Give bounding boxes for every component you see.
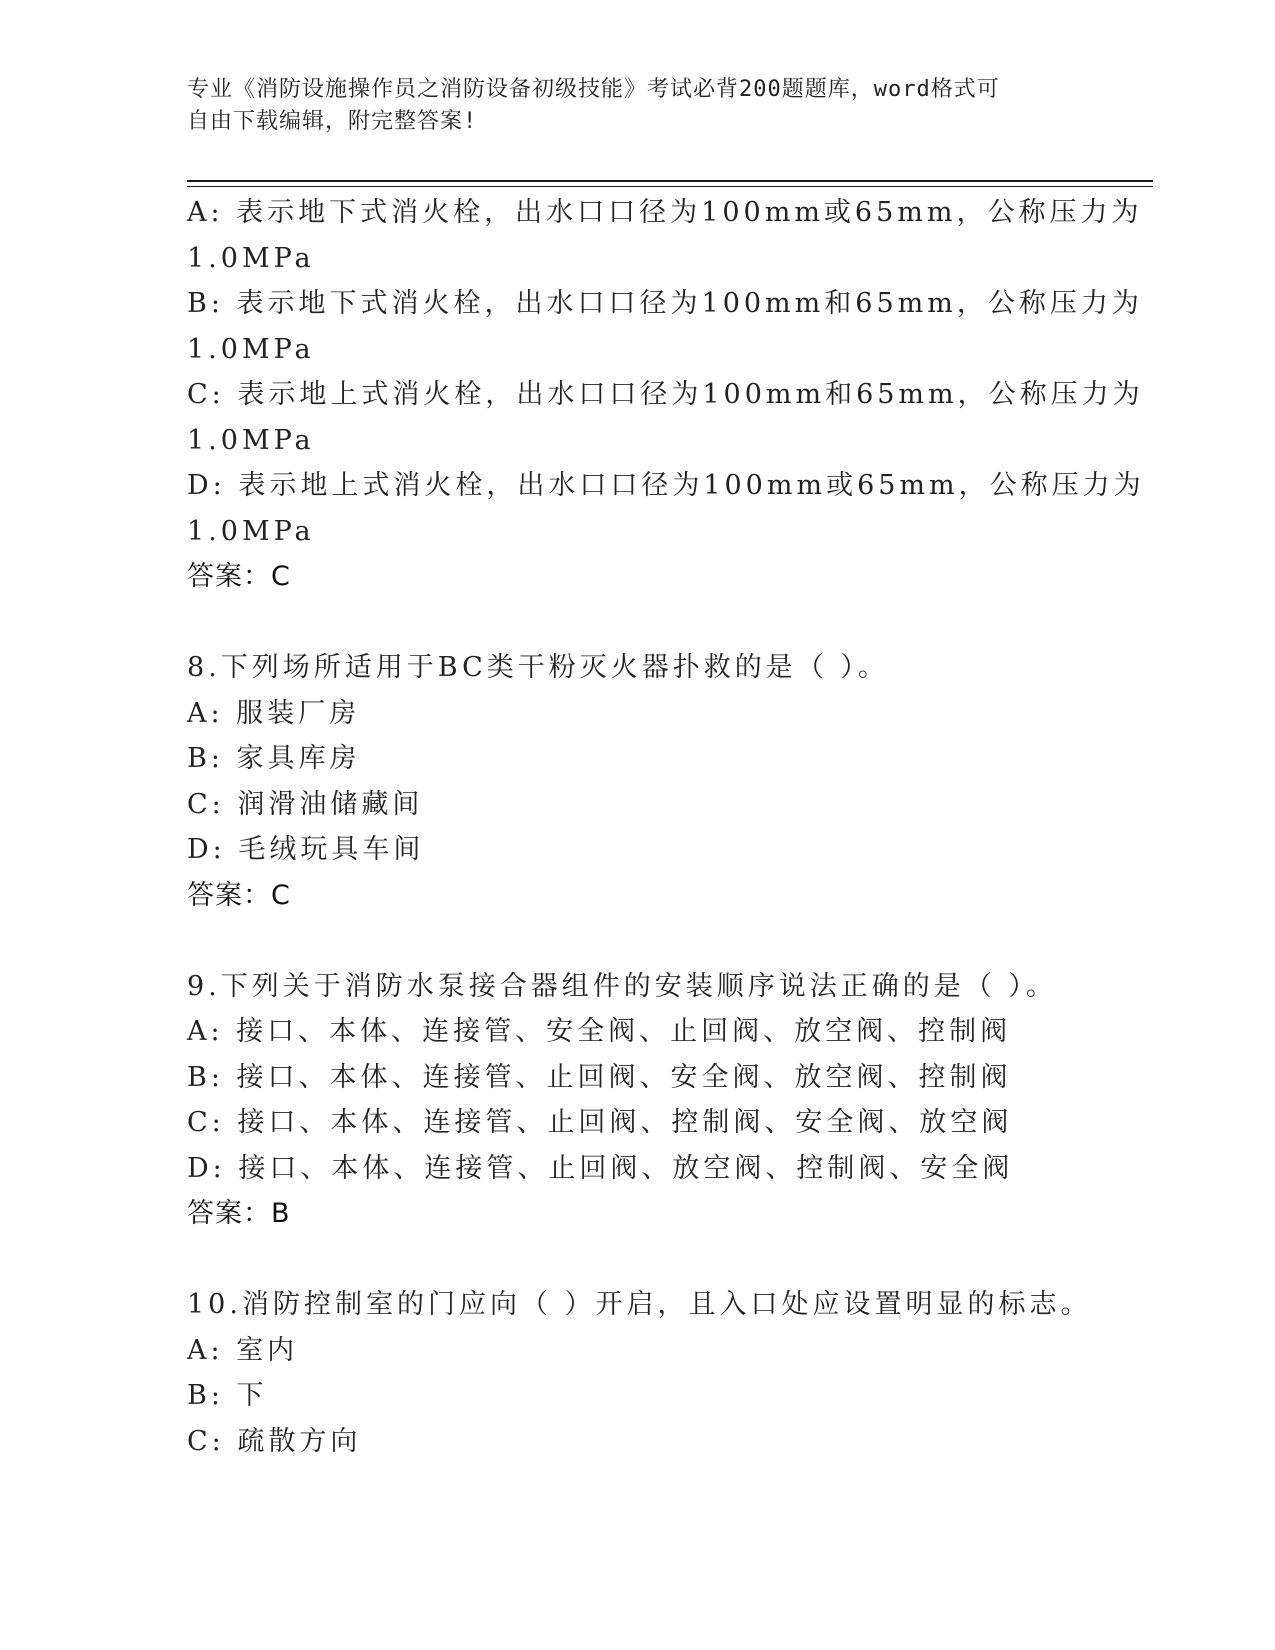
document-header [187, 74, 1067, 138]
option-line: 1.0MPa [187, 515, 315, 547]
option-b: B: 家具库房 [187, 743, 361, 774]
question-8 [187, 645, 1087, 918]
question-text: 8.下列场所适用于BC类干粉灭火器扑救的是（ ）。 [187, 652, 889, 683]
question-text: 9.下列关于消防水泵接合器组件的安装顺序说法正确的是（ ）。 [187, 970, 1057, 1002]
option-b: B: 下 [187, 1380, 268, 1411]
question-text: 10.消防控制室的门应向（ ）开启，且入口处应设置明显的标志。 [187, 1289, 1092, 1320]
option-line: B: 表示地下式消火栓，出水口口径为100mm和65mm，公称压力为 [187, 288, 1143, 319]
answer-q8: 答案：C [187, 879, 291, 911]
header-line-1: 专业《消防设施操作员之消防设备初级技能》考试必背200题题库，word格式可 [187, 77, 1000, 102]
option-d: D: 接口、本体、连接管、止回阀、放空阀、控制阀、安全阀 [187, 1152, 1014, 1184]
option-b: B: 接口、本体、连接管、止回阀、安全阀、放空阀、控制阀 [187, 1061, 1012, 1093]
header-divider-thin [187, 186, 1153, 187]
option-a: A: 室内 [187, 1334, 299, 1366]
option-c: C: 接口、本体、连接管、止回阀、控制阀、安全阀、放空阀 [187, 1107, 1013, 1138]
answer-q9: 答案：B [187, 1198, 291, 1229]
question-7-options [187, 190, 1145, 600]
option-a: A: 服装厂房 [187, 697, 361, 729]
option-line: 1.0MPa [187, 424, 315, 456]
option-a: A: 接口、本体、连接管、安全阀、止回阀、放空阀、控制阀 [187, 1016, 1012, 1047]
header-divider-thick [187, 180, 1153, 182]
option-line: C: 表示地上式消火栓，出水口口径为100mm和65mm，公称压力为 [187, 379, 1144, 410]
option-line: 1.0MPa [187, 333, 315, 365]
header-line-2: 自由下载编辑，附完整答案! [187, 109, 478, 134]
answer-q7: 答案：C [187, 561, 291, 592]
question-10 [187, 1282, 1092, 1464]
option-line: 1.0MPa [187, 242, 315, 274]
question-body [187, 190, 1145, 1464]
option-c: C: 疏散方向 [187, 1425, 362, 1457]
question-9 [187, 964, 1087, 1237]
option-line: A: 表示地下式消火栓，出水口口径为100mm或65mm，公称压力为 [187, 197, 1143, 228]
option-d: D: 毛绒玩具车间 [187, 834, 425, 865]
option-line: D: 表示地上式消火栓，出水口口径为100mm或65mm，公称压力为 [187, 470, 1145, 501]
option-c: C: 润滑油储藏间 [187, 788, 424, 820]
